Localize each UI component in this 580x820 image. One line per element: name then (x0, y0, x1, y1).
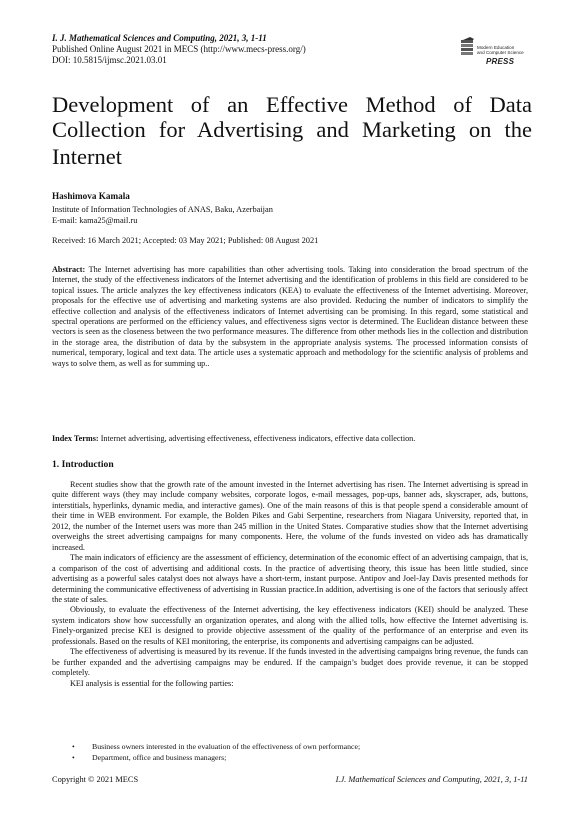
footer-copyright: Copyright © 2021 MECS (52, 775, 139, 784)
publisher-logo (460, 36, 540, 72)
title-line-1: Development of an Effective Method of Data (52, 92, 532, 117)
body-paragraph: KEI analysis is essential for the following parties: (70, 678, 234, 688)
list-item-text: Business owners interested in the evaluation of the effectiveness of own performance; (92, 742, 361, 751)
book-stack-icon (460, 37, 476, 59)
author-affiliation: Institute of Information Technologies of ANAS, Baku, Azerbaijan (52, 205, 273, 214)
index-terms-label: Index Terms: (52, 434, 99, 443)
body-paragraph: The effectiveness of advertising is measured by its revenue. If the funds invested in the advertising campaigns bring revenue, the funds can be further expanded and the advertising campaigns may be endured. If the campaign’s budget does provide revenue, it can be stopped completely. (52, 647, 528, 678)
list-item-text: Department, office and business managers; (92, 753, 227, 762)
abstract (52, 265, 528, 369)
author-name: Hashimova Kamala (52, 191, 130, 201)
author-affiliation-block (52, 204, 273, 226)
bullet-list (72, 741, 512, 763)
author-email: E-mail: kama25@mail.ru (52, 216, 138, 225)
footer-journal: I.J. Mathematical Sciences and Computing, 2021, 3, 1-11 (335, 775, 528, 784)
journal-citation: I. J. Mathematical Sciences and Computing, 2021, 3, 1-11 (52, 33, 267, 43)
journal-header (52, 33, 432, 66)
title-line-2: Collection for Advertising and Marketing on the (52, 117, 532, 142)
abstract-label: Abstract: (52, 265, 86, 274)
index-terms (52, 434, 528, 444)
bullet-icon: • (72, 753, 75, 762)
publication-dates: Received: 16 March 2021; Accepted: 03 May 2021; Published: 08 August 2021 (52, 236, 319, 245)
paper-title (52, 92, 532, 142)
list-item (72, 741, 512, 752)
section-heading: 1. Introduction (52, 459, 114, 470)
section-body (52, 480, 528, 689)
publication-info: Published Online August 2021 in MECS (http://www.mecs-press.org/) (52, 44, 306, 54)
publisher-name-line2: and Computer Science (477, 50, 524, 55)
publisher-name-line1: Modern Education (477, 45, 515, 50)
bullet-icon: • (72, 742, 75, 751)
body-paragraph: The main indicators of efficiency are the assessment of efficiency, determination of the economic effect of an advertising campaign, that is, a comparison of the cost of advertising and additional costs. In the practice of advertising theory, this issue has been little studied, since advertising as a powerful sales catalyst does not always have a short-term, instant purpose. Antipov and Joel-Jay Davis presented methods for determining the communicative effectiveness of advertising in Russian practice.In addition, advertising is one of the factors that seriously affect the state of sales. (52, 553, 528, 604)
body-paragraph: Obviously, to evaluate the effectiveness of the Internet advertising, the key effectiveness indicators (KEI) should be analyzed. These system indicators show how successfully an organization operates, and along with the allied tolls, how effective the Internet advertising is. Finely-organized precise KEI is designed to provide objective assessment of the quality of the performance of an enterprise and even its professionals. Based on the results of KEI monitoring, the enterprise, its components and advertising campaigns can be adjusted. (52, 605, 528, 646)
index-terms-text: Internet advertising, advertising effectiveness, effectiveness indicators, effective data collection. (100, 434, 416, 443)
doi-text: DOI: 10.5815/ijmsc.2021.03.01 (52, 55, 167, 65)
body-paragraph: Recent studies show that the growth rate of the amount invested in the Internet advertising has risen. The Internet advertising is spread in quite different ways (they may include company websites, corporate logos, e-mail messages, pop-ups, banner ads, skyscraper, ads, buttons, interstitials, hyperlinks, dynamic media, and interactive games). One of the main reasons of this is that people spend a considerable amount of their time in WEB environment. For example, the Bolden Pikes and Gabi Serpentine, researchers from Niagara University, reported that, in 2012, the number of the Internet users was more than 245 million in the United States. Comparative studies show that the Internet advertising overweighs the street advertising campaigns for many components. Here, the volume of the funds invested on video ads has dramatically increased. (52, 480, 528, 552)
list-item (72, 752, 512, 763)
title-line-3: Internet (52, 144, 122, 169)
publisher-name (477, 45, 524, 55)
publisher-press-wordmark: PRESS (486, 57, 515, 66)
abstract-text: The Internet advertising has more capabilities than other advertising tools. Taking into consideration the broad spectrum of the Internet, the study of the effectiveness indicators of the Internet advertising and the identification of problems in this field are considered to be topical issues. The article analyzes the key effectiveness indicators (KEA) to evaluate the effectiveness of the Internet advertising. Moreover, proposals for the effective use of advertising and marketing systems are also provided. Reducing the number of indicators to simplify the effective collection and analysis of the effectiveness indicators of Internet advertising can be promising. In this regard, some statistical and spectral operations are performed on the efficiency values, and effectiveness signs vector is determined. The Euclidean distance between these vectors is seen as the closeness between the two performance measures. The difference from other methods lies in the collection and distribution in the storage area, the distribution of data by the subsystem in the appropriate analysis systems. The processed information consists of numerical, temporary, logical and text data. The article uses a systematic approach and methodology for the scientific analysis of problems and ways to solve them, as well as for summing up.. (52, 265, 528, 368)
